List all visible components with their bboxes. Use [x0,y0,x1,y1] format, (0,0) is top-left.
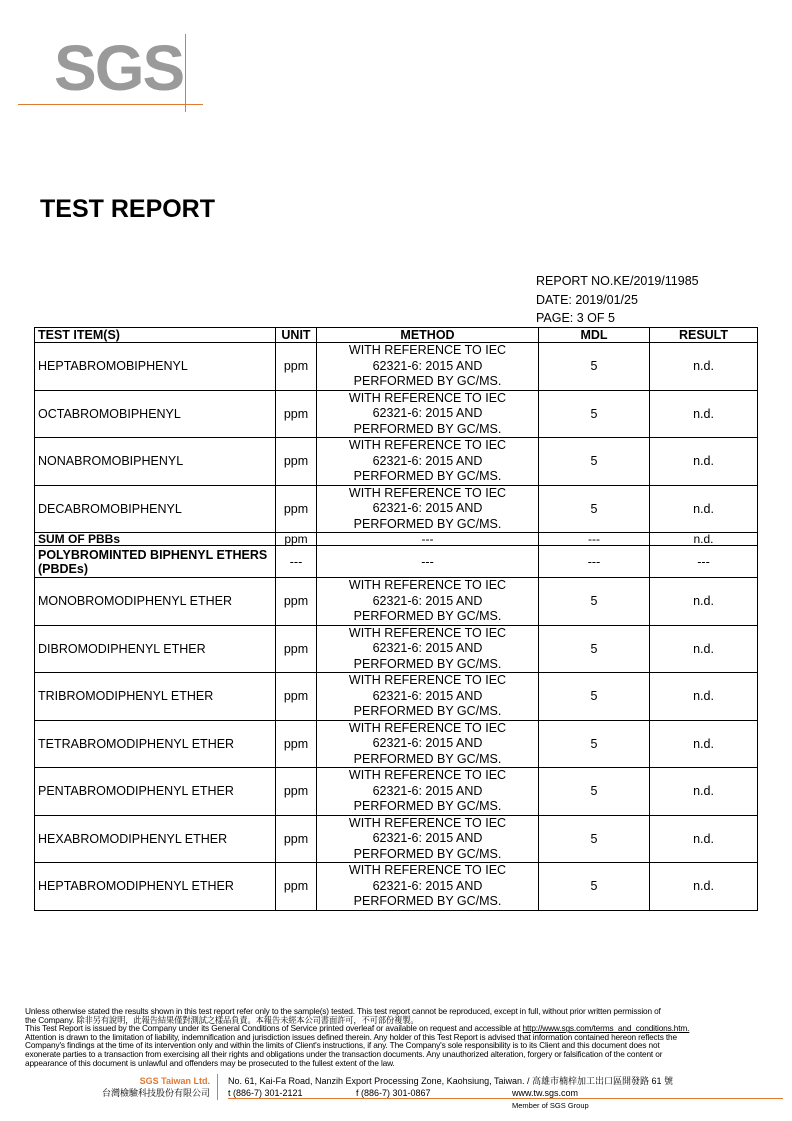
mdl: 5 [539,485,650,533]
mdl: 5 [539,815,650,863]
method: --- [317,533,539,546]
method: WITH REFERENCE TO IEC 62321-6: 2015 AND PERFORMED BY GC/MS. [317,720,539,768]
header-unit: UNIT [276,328,317,343]
result: n.d. [650,720,758,768]
unit: ppm [276,768,317,816]
result: n.d. [650,485,758,533]
disclaimer-line: Company's findings at the time of its intervention only and within the limits of Client's instructions, if any. The Company's sole responsibility is to its Client and this document does not [25,1040,660,1051]
table-row [35,720,758,768]
unit: ppm [276,625,317,673]
mdl: 5 [539,720,650,768]
table-row [35,343,758,391]
unit: ppm [276,863,317,911]
page-title: TEST REPORT [40,195,216,223]
test-item: NONABROMOBIPHENYL [35,438,276,486]
logo-horizontal-line [18,104,203,105]
member-text: Member of SGS Group [512,1101,589,1110]
table-row [35,673,758,721]
method: WITH REFERENCE TO IEC 62321-6: 2015 AND PERFORMED BY GC/MS. [317,815,539,863]
disclaimer-line: This Test Report is issued by the Company under its General Conditions of Service printed overleaf or available on request and accessible at http://www.sgs.com/terms_and_conditions.htm. [25,1023,690,1034]
test-item: PENTABROMODIPHENYL ETHER [35,768,276,816]
company-phone: t (886-7) 301-2121 [228,1088,303,1098]
result: n.d. [650,390,758,438]
test-item: TETRABROMODIPHENYL ETHER [35,720,276,768]
company-fax: f (886-7) 301-0867 [356,1088,431,1098]
report-page: PAGE: 3 OF 5 [536,311,615,325]
disclaimer-line: the Company. 除非另有說明，此報告結果僅對測試之樣品負責。本報告未經本公司書面許可，不可部份複製。 [25,1014,419,1025]
unit: ppm [276,578,317,626]
unit: ppm [276,815,317,863]
result: n.d. [650,438,758,486]
test-item: DIBROMODIPHENYL ETHER [35,625,276,673]
results-table [34,327,758,911]
result: n.d. [650,815,758,863]
result: --- [650,546,758,578]
company-address: No. 61, Kai-Fa Road, Nanzih Export Processing Zone, Kaohsiung, Taiwan. / 高雄市楠梓加工出口區開發路 61 號 [228,1076,674,1086]
mdl: 5 [539,438,650,486]
sgs-logo-text: SGS [54,32,184,104]
test-item: SUM OF PBBs [35,533,276,546]
method: --- [317,546,539,578]
footer-line [228,1098,783,1099]
header-test-item: TEST ITEM(S) [35,328,276,343]
method: WITH REFERENCE TO IEC 62321-6: 2015 AND PERFORMED BY GC/MS. [317,343,539,391]
unit: ppm [276,438,317,486]
report-info [536,272,699,328]
mdl: 5 [539,625,650,673]
test-item: OCTABROMOBIPHENYL [35,390,276,438]
disclaimer-line: appearance of this document is unlawful and offenders may be prosecuted to the fullest extent of the law. [25,1057,395,1068]
unit: ppm [276,533,317,546]
table-row [35,485,758,533]
disclaimer-line: Attention is drawn to the limitation of liability, indemnification and jurisdiction issues defined therein. Any holder of this Test Report is advised that information contained hereon reflects the [25,1031,677,1042]
result: n.d. [650,578,758,626]
test-item: HEXABROMODIPHENYL ETHER [35,815,276,863]
footer-divider [217,1074,218,1100]
logo-vertical-line [185,34,186,112]
test-item: DECABROMOBIPHENYL [35,485,276,533]
company-website[interactable]: www.tw.sgs.com [512,1088,579,1098]
mdl: --- [539,533,650,546]
company-name-zh: 台灣檢驗科技股份有限公司 [101,1088,210,1098]
table-row [35,863,758,911]
test-item: HEPTABROMODIPHENYL ETHER [35,863,276,911]
unit: ppm [276,673,317,721]
result: n.d. [650,533,758,546]
test-item: HEPTABROMOBIPHENYL [35,343,276,391]
disclaimer-line: Unless otherwise stated the results shown in this test report refer only to the sample(s) tested. This test report cannot be reproduced, except in full, without prior written permission of [25,1006,661,1016]
sum-row [35,533,758,546]
unit: ppm [276,343,317,391]
method: WITH REFERENCE TO IEC 62321-6: 2015 AND PERFORMED BY GC/MS. [317,390,539,438]
group-row [35,546,758,578]
terms-link[interactable]: http://www.sgs.com/terms_and_conditions.htm. [522,1023,690,1034]
disclaimer-line: exonerate parties to a transaction from exercising all their rights and obligations under the transaction documents. Any unauthorized alteration, forgery or falsification of the content or [25,1048,663,1059]
header-mdl: MDL [539,328,650,343]
method: WITH REFERENCE TO IEC 62321-6: 2015 AND PERFORMED BY GC/MS. [317,863,539,911]
unit: ppm [276,720,317,768]
result: n.d. [650,625,758,673]
method: WITH REFERENCE TO IEC 62321-6: 2015 AND PERFORMED BY GC/MS. [317,673,539,721]
result: n.d. [650,673,758,721]
table-row [35,390,758,438]
sgs-logo [18,34,203,114]
result: n.d. [650,343,758,391]
table-row [35,768,758,816]
unit: ppm [276,390,317,438]
mdl: 5 [539,578,650,626]
test-item: POLYBROMINTED BIPHENYL ETHERS (PBDEs) [35,546,276,578]
mdl: 5 [539,390,650,438]
header-method: METHOD [317,328,539,343]
result: n.d. [650,863,758,911]
company-name-en: SGS Taiwan Ltd. [139,1076,210,1086]
report-date: DATE: 2019/01/25 [536,292,638,307]
footer-company [100,1075,210,1099]
test-item: TRIBROMODIPHENYL ETHER [35,673,276,721]
table-header-row [35,328,758,343]
mdl: 5 [539,673,650,721]
unit: ppm [276,485,317,533]
table-row [35,578,758,626]
table-row [35,815,758,863]
unit: --- [276,546,317,578]
table-row [35,438,758,486]
mdl: --- [539,546,650,578]
method: WITH REFERENCE TO IEC 62321-6: 2015 AND PERFORMED BY GC/MS. [317,625,539,673]
mdl: 5 [539,768,650,816]
method: WITH REFERENCE TO IEC 62321-6: 2015 AND PERFORMED BY GC/MS. [317,485,539,533]
legal-disclaimer [25,1007,777,1067]
test-item: MONOBROMODIPHENYL ETHER [35,578,276,626]
result: n.d. [650,768,758,816]
method: WITH REFERENCE TO IEC 62321-6: 2015 AND PERFORMED BY GC/MS. [317,768,539,816]
report-number: REPORT NO.KE/2019/11985 [536,274,699,288]
header-result: RESULT [650,328,758,343]
table-row [35,625,758,673]
mdl: 5 [539,343,650,391]
method: WITH REFERENCE TO IEC 62321-6: 2015 AND PERFORMED BY GC/MS. [317,578,539,626]
method: WITH REFERENCE TO IEC 62321-6: 2015 AND PERFORMED BY GC/MS. [317,438,539,486]
mdl: 5 [539,863,650,911]
